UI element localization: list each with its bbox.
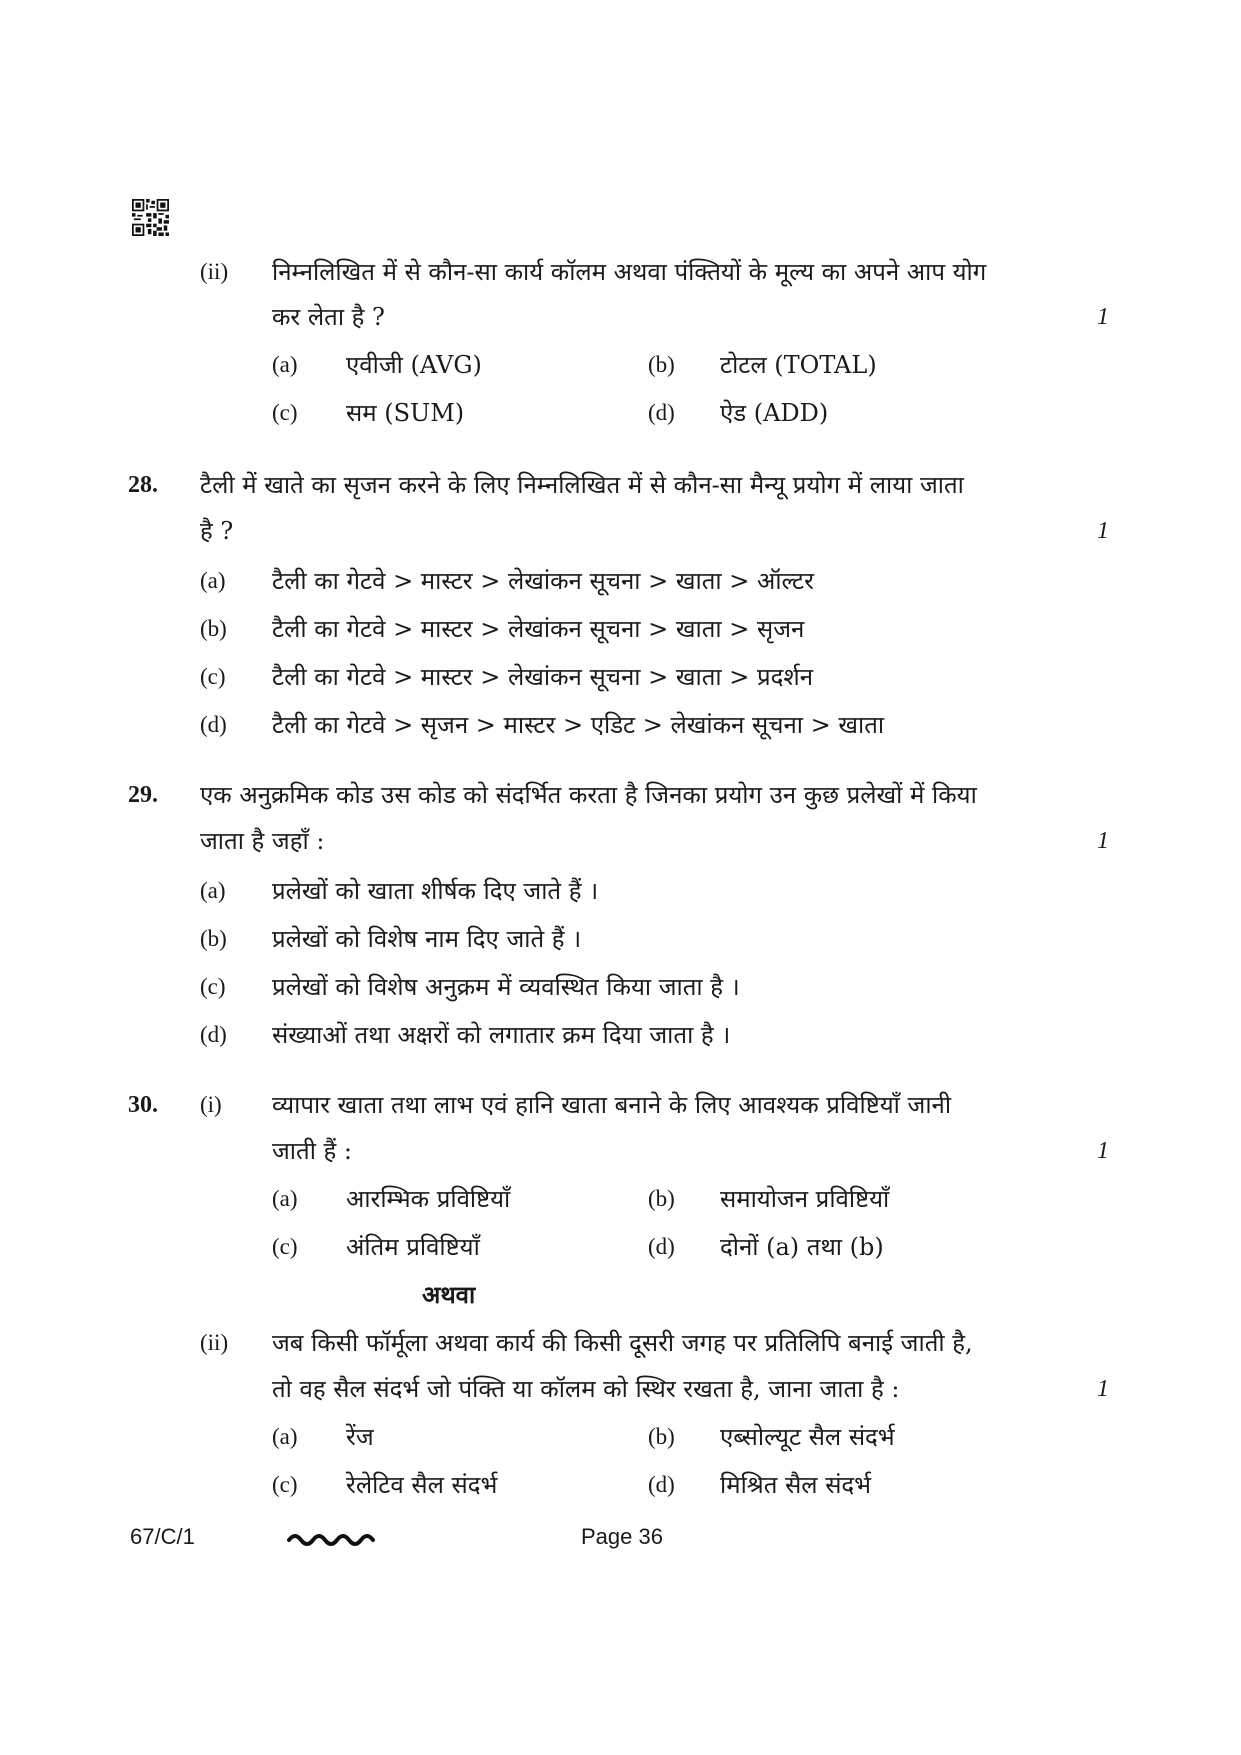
option-label: (b) [648,352,675,377]
option-text: टैली का गेटवे > मास्टर > लेखांकन सूचना > खाता > सृजन [272,615,805,643]
option-label: (c) [200,974,226,999]
qr-code-icon [132,199,169,236]
marks: 1 [1097,1138,1109,1164]
marks: 1 [1097,518,1109,544]
option-label: (a) [272,1424,298,1449]
question-text-line-2: जाता है जहाँ : [200,827,325,855]
question-text-line-1: निम्नलिखित में से कौन-सा कार्य कॉलम अथवा पंक्तियों के मूल्य का अपने आप योग [272,258,987,286]
option-label: (b) [200,926,227,951]
option-label: (b) [648,1424,675,1449]
option-text: रेंज [346,1423,374,1451]
question-text-line-2: जाती हैं : [272,1137,353,1165]
option-text: संख्याओं तथा अक्षरों को लगातार क्रम दिया जाता है । [272,1021,731,1049]
question-text-line-1: जब किसी फॉर्मूला अथवा कार्य की किसी दूसरी जगह पर प्रतिलिपि बनाई जाती है, [272,1329,973,1357]
option-text: ऐड (ADD) [720,399,829,427]
marks: 1 [1097,1376,1109,1402]
option-label: (a) [272,352,298,377]
option-text: समायोजन प्रविष्टियाँ [720,1185,890,1213]
tilde-ornament-icon [285,1524,385,1554]
option-text: प्रलेखों को विशेष अनुक्रम में व्यवस्थित किया जाता है । [272,973,740,1001]
option-label: (c) [272,1472,298,1497]
option-text: एब्सोल्यूट सैल संदर्भ [720,1423,895,1451]
option-label: (d) [200,1022,227,1047]
question-text-line-1: व्यापार खाता तथा लाभ एवं हानि खाता बनाने के लिए आवश्यक प्रविष्टियाँ जानी [272,1091,952,1119]
paper-code: 67/C/1 [130,1524,195,1549]
question-number: 29. [128,782,158,808]
question-text-line-2: है ? [200,517,234,545]
marks: 1 [1097,304,1109,330]
option-text: रेलेटिव सैल संदर्भ [346,1471,498,1499]
option-label: (a) [200,568,226,593]
option-label: (a) [200,878,226,903]
part-label: (ii) [200,259,229,284]
option-text: एवीजी (AVG) [346,351,482,379]
option-text: अंतिम प्रविष्टियाँ [346,1233,480,1261]
option-label: (c) [272,1234,298,1259]
option-label: (b) [200,616,227,641]
option-label: (c) [200,664,226,689]
option-text: मिश्रित सैल संदर्भ [720,1471,872,1499]
marks: 1 [1097,828,1109,854]
option-text: प्रलेखों को खाता शीर्षक दिए जाते हैं । [272,877,599,905]
option-text: टैली का गेटवे > मास्टर > लेखांकन सूचना > खाता > ऑल्टर [272,567,814,595]
option-label: (b) [648,1186,675,1211]
option-label: (d) [648,400,675,425]
or-separator: अथवा [422,1280,476,1309]
option-label: (d) [200,712,227,737]
option-label: (d) [648,1472,675,1497]
question-number: 28. [128,472,158,498]
option-text: टोटल (TOTAL) [720,351,877,379]
question-number: 30. [128,1092,158,1118]
option-label: (d) [648,1234,675,1259]
option-text: आरम्भिक प्रविष्टियाँ [346,1185,511,1213]
question-text-line-2: कर लेता है ? [272,303,385,331]
option-text: दोनों (a) तथा (b) [720,1233,884,1261]
part-label: (ii) [200,1330,229,1355]
option-text: प्रलेखों को विशेष नाम दिए जाते हैं । [272,925,582,953]
option-text: टैली का गेटवे > सृजन > मास्टर > एडिट > लेखांकन सूचना > खाता [272,711,885,739]
option-text: टैली का गेटवे > मास्टर > लेखांकन सूचना > खाता > प्रदर्शन [272,663,814,691]
option-label: (c) [272,400,298,425]
question-text-line-1: टैली में खाते का सृजन करने के लिए निम्नलिखित में से कौन-सा मैन्यू प्रयोग में लाया जाता [200,471,964,499]
question-text-line-2: तो वह सैल संदर्भ जो पंक्ति या कॉलम को स्थिर रखता है, जाना जाता है : [272,1375,900,1403]
option-label: (a) [272,1186,298,1211]
part-label: (i) [200,1092,222,1117]
option-text: सम (SUM) [346,399,465,427]
page-number: Page 36 [581,1524,663,1549]
question-text-line-1: एक अनुक्रमिक कोड उस कोड को संदर्भित करता है जिनका प्रयोग उन कुछ प्रलेखों में किया [200,781,977,809]
